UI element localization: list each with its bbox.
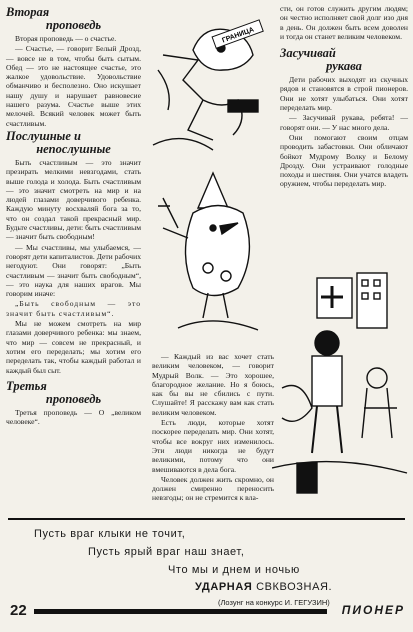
- paragraph: Мы не можем смотреть на мир глазами доверчивого ребенка: мы знаем, что мир — совсем не прекрасный, и хотим его переделать; мы хотим его переделать так, чтобы каждый работал и каждый был сыт.: [6, 319, 141, 375]
- middle-column: [152, 352, 274, 504]
- paragraph: сти, он готов служить другим людям; он честно исполняет свой долг изо дня в день. Он должен быть всем доволен и тогда он станет великим человеком.: [280, 4, 408, 41]
- right-column: [280, 4, 408, 190]
- journal-title: ПИОНЕР: [341, 603, 405, 617]
- paragraph: Они помогают своим отцам проводить забастовки. Они обличают бойкот Мудрому Волку и Белому Дрозду. Они устраивают голодные походы и шествия. Они учатся владеть оружием, чтобы переделать мир.: [280, 132, 408, 189]
- paragraph: — Каждый из вас хочет стать великим человеком, — говорит Мудрый Волк. — Это хорошее, благородное желание. Но я боюсь, как бы вы не сбились с пути. Слушайте! Я расскажу вам как стать великим человеком.: [152, 352, 274, 417]
- poem-line-2: Пусть ярый враг наш знает,: [88, 546, 245, 558]
- caricature-illustration-top: [143, 10, 273, 160]
- heading-obedient: Послушные и непослушные: [6, 128, 111, 156]
- paragraph: Вторая проповедь — о счастье.: [15, 34, 117, 43]
- paragraph: Человек должен жить скромно, он должен смиренно переносить невзгоды; он не стремится к вла-: [152, 474, 274, 503]
- pioneers-illustration: [272, 268, 410, 518]
- banner-text: ГРАНИЦА: [221, 26, 256, 45]
- heading-second-sermon: Вторая проповедь: [6, 5, 102, 32]
- poem-line-4: УДАРНАЯ СВКВОЗНАЯ.: [195, 581, 333, 593]
- paragraph: Третья проповедь — О „великом человеке“.: [6, 407, 141, 427]
- poem-credit: (Лозунг на конкурс И. ГЕГУЗИН): [218, 598, 330, 607]
- paragraph: — Мы счастливы, мы улыбаемся, — говорят дети капиталистов. Дети рабочих негодуют. Они говорят: „Быть счастливым — значит быть свободным“, — это наука для наших врагов. Мы говорим иначе:: [6, 242, 141, 299]
- paragraph: Есть люди, которые хотят поскорее переделать мир. Они хотят, чтобы все вокруг них изменилось. Эти люди никогда не будут великими, потому что они вмешиваются в дела бога.: [152, 418, 274, 474]
- paragraph: — Счастье, — говорит Белый Дрозд, — вовсе не в том, чтобы быть сытым. Обед — это не настоящее счастье, это жалкое удовольствие. Удовольствие обманчиво и бесполезно. Оно искушает нашу душу и нарушает равновесие нашего разума. Счастье выше этих мелочей. Всякий человек может быть счастливым.: [6, 44, 141, 128]
- page-footer: [0, 602, 413, 624]
- heading-third-sermon: Третья проповедь: [6, 378, 102, 406]
- paragraph: Дети рабочих выходят из скучных рядов и становятся в строй пионеров. Они не хотят улыбаться. Они хотят переделать мир.: [280, 75, 408, 113]
- bird-priest-illustration: [158, 168, 273, 338]
- footer-bar: [34, 609, 327, 614]
- poem-line-3: Что мы и днем и ночью: [168, 564, 300, 576]
- paragraph-spaced: „Быть свободным — это значит быть счастливым“.: [6, 299, 141, 318]
- page-number: 22: [10, 602, 27, 619]
- poem-line-1: Пусть враг клыки не точит,: [34, 528, 186, 540]
- paragraph: — Засучивай рукава, ребята! — говорят они. — У нас много дела.: [280, 113, 408, 132]
- heading-roll-up-sleeves: Засучивай рукава: [280, 46, 362, 74]
- paragraph: Быть счастливым — это значит презирать мелкими невзгодами, стать выше голода и холода. Быть счастливым — это значит смотреть на мир и на людей глазами доверчивого ребенка. Каждую минуту восхваляй бога за то, что он создал такой прекрасный мир. Будьте счастливы, дети: быть счастливым — значит быть свободным!: [6, 157, 141, 242]
- left-column: [6, 4, 141, 427]
